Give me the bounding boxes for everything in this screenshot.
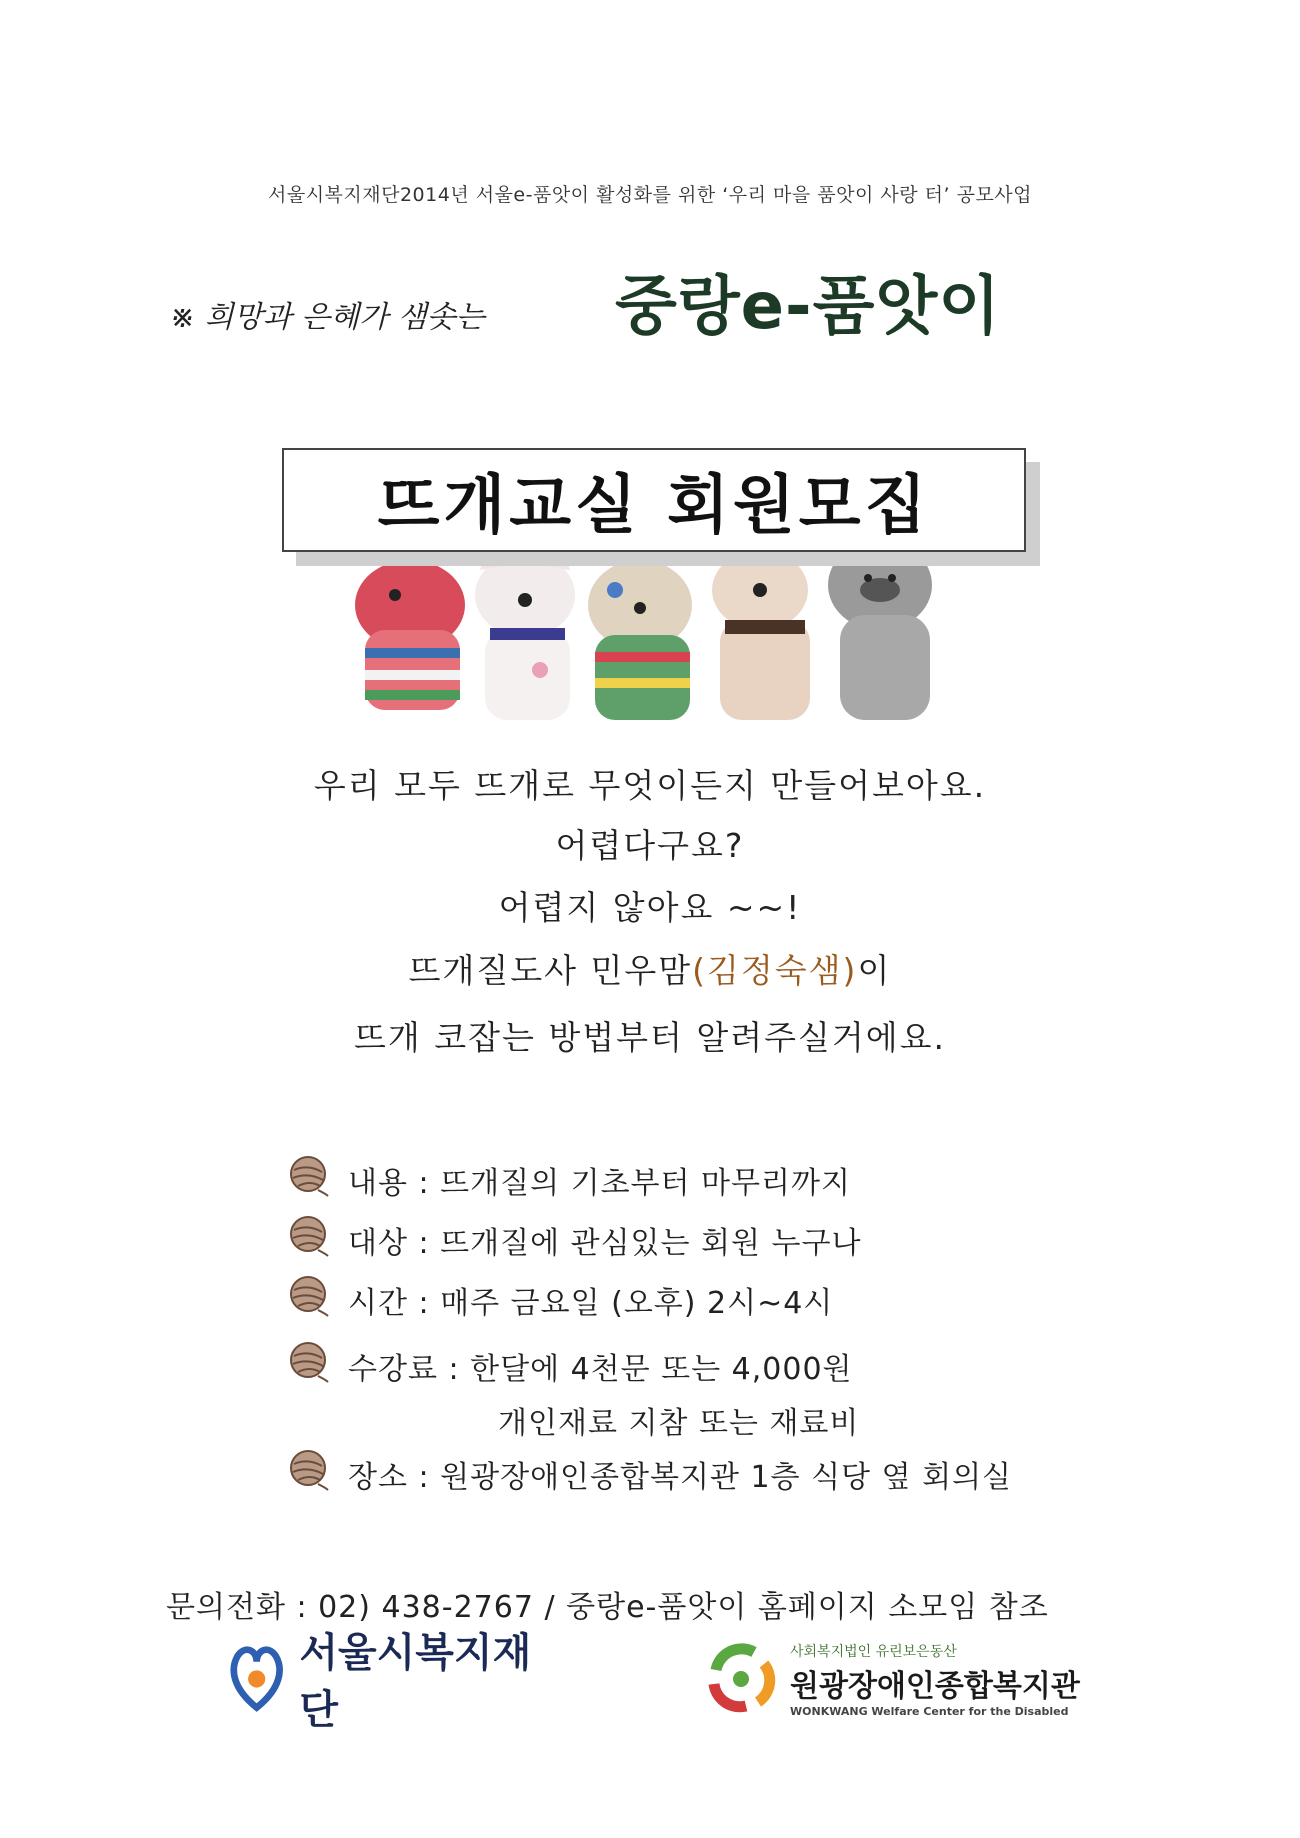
wonkwang-welfare-center-logo <box>702 1634 1102 1724</box>
body-line-4 <box>0 945 1300 992</box>
multicolor-toy-icon <box>588 560 692 720</box>
yarn-ball-icon <box>288 1154 332 1198</box>
info-text: 대상 : 뜨개질에 관심있는 회원 누구나 <box>348 1226 862 1261</box>
seoul-welfare-foundation-logo <box>228 1630 558 1733</box>
info-fee-continued: 개인재료 지참 또는 재료비 <box>498 1406 860 1441</box>
body-line-4-after: 이 <box>857 951 892 990</box>
poster-title: 뜨개교실 회원모집 <box>377 469 931 543</box>
info-text: 수강료 : 한달에 4천문 또는 4,000원 <box>348 1352 853 1387</box>
yarn-ball-icon <box>288 1214 332 1258</box>
body-line-4-before: 뜨개질도사 민우맘 <box>408 951 693 990</box>
info-text: 시간 : 매주 금요일 (오후) 2시~4시 <box>348 1286 834 1321</box>
yarn-ball-icon <box>288 1448 332 1492</box>
info-item-place <box>288 1452 1012 1496</box>
info-item-time <box>288 1278 833 1322</box>
beige-dog-toy-icon <box>712 550 810 720</box>
yarn-ball-icon <box>288 1340 332 1384</box>
header-line: 서울시복지재단2014년 서울e-품앗이 활성화를 위한 ‘우리 마을 품앗이 사랑 터’ 공모사업 <box>267 184 1033 206</box>
body-line-5: 뜨개 코잡는 방법부터 알려주실거에요. <box>353 1018 946 1057</box>
poster-title-box <box>282 448 1026 552</box>
wonkwang-logo-subtitle: 사회복지법인 유린보은동산 <box>790 1643 957 1660</box>
body-line-1: 우리 모두 뜨개로 무엇이든지 만들어보아요. <box>313 766 987 805</box>
teacher-name-highlight: (김정숙샘) <box>692 951 858 990</box>
seoul-logo-name: 서울시복지재단 <box>299 1630 532 1733</box>
info-text: 장소 : 원광장애인종합복지관 1층 식당 옆 회의실 <box>348 1460 1013 1495</box>
yarn-ball-icon <box>288 1274 332 1318</box>
contact-line: 문의전화 : 02) 438-2767 / 중랑e-품앗이 홈페이지 소모임 참조 <box>166 1590 1049 1625</box>
wonkwang-logo-name: 원광장애인종합복지관 <box>790 1668 1080 1704</box>
white-dog-toy-icon <box>475 538 575 720</box>
wonkwang-logo-english: WONKWANG Welfare Center for the Disabled <box>790 1704 1069 1718</box>
wonkwang-emblem-icon <box>702 1640 780 1718</box>
tagline-prefix: ※ 희망과 은혜가 샘솟는 <box>170 300 485 335</box>
body-line-3: 어렵지 않아요 ~~! <box>498 888 802 927</box>
brand-title: 중랑e-품앗이 <box>615 270 1002 344</box>
heart-logo-icon <box>228 1639 285 1717</box>
striped-toy-icon <box>355 560 465 710</box>
info-item-target <box>288 1218 862 1262</box>
grey-toy-icon <box>828 540 932 720</box>
info-item-content <box>288 1158 851 1202</box>
info-text: 내용 : 뜨개질의 기초부터 마무리까지 <box>348 1166 851 1201</box>
info-item-fee <box>288 1344 853 1388</box>
body-line-2: 어렵다구요? <box>555 826 745 865</box>
